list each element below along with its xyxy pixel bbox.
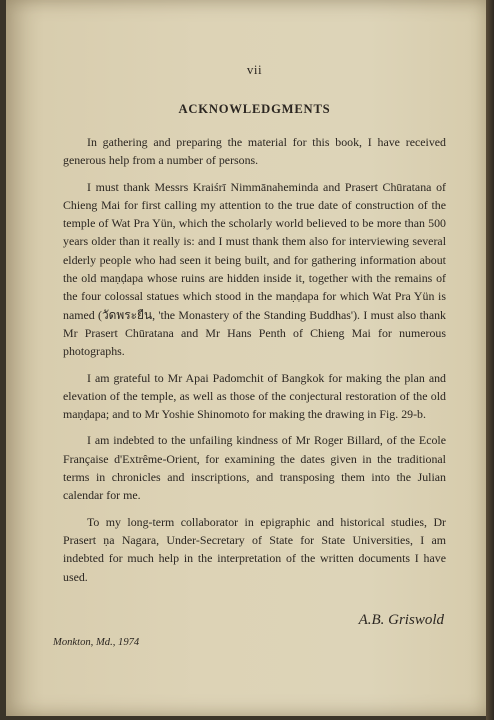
page-edge [486,0,494,720]
page-number: vii [246,62,263,77]
author-signature: A.B. Griswold [358,611,444,628]
paragraph-2: I must thank Messrs Kraiśrī Nimmānaheminda and Prasert Chūratana of Chieng Mai for first calling my attention to the true date of construction of the temple of Wat Pra Yün, which the scholarly world believed to be more than 500 years older than it really is: and I must thank them also for interviewing several elderly people who had seen it being built, and for gathering information about the old maṇḍapa whose ruins are hidden inside it, together with the remains of the four colossal statues which stood in the maṇḍapa for which Wat Pra Yün is named (วัดพระยืน, 'the Monastery of the Standing Buddhas'). I must also thank Mr Prasert Chūratana and Mr Hans Penth of Chieng Mai for numerous photographs. [63,179,446,359]
paragraph-3: I am grateful to Mr Apai Padomchit of Bangkok for making the plan and elevation of the temple, as well as those of the conjectural restoration of the old maṇḍapa; and to Mr Yoshie Shinomoto for making the drawing in Fig. 29-b. [63,370,446,422]
paragraph-4: I am indebted to the unfailing kindness of Mr Roger Billard, of the Ecole Française d'Extrême-Orient, for examining the dates given in the traditional terms in chronicles and inscriptions, and transposing them into the Julian calendar for me. [63,433,446,503]
page-content [53,62,446,648]
page-heading: ACKNOWLEDGMENTS [178,102,331,116]
paragraph-1: In gathering and preparing the material for this book, I have received generous help from a number of persons. [63,135,446,168]
paragraph-5: To my long-term collaborator in epigraphic and historical studies, Dr Prasert ṇa Nagara, Under-Secretary of State for State Universities, I am indebted for much help in the interpretation of the written documents I have used. [63,514,446,584]
book-page [6,0,488,716]
place-date: Monkton, Md., 1974 [53,636,140,648]
